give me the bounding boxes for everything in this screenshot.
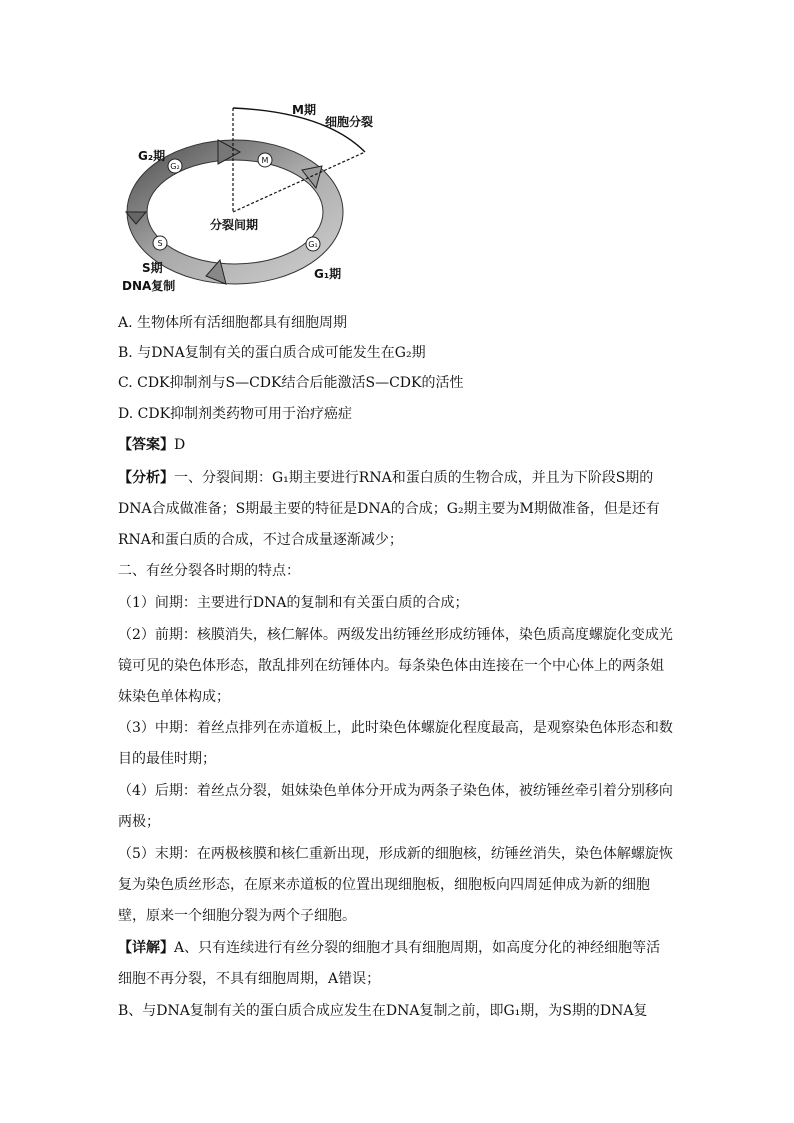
analysis-line-11: （4）后期：着丝点分裂，姐妹染色单体分开成为两条子染色体，被纺锤丝牵引着分别移向 <box>118 783 673 799</box>
option-c: C. CDK抑制剂与S—CDK结合后能激活S—CDK的活性 <box>118 375 464 391</box>
s-badge: S <box>157 239 163 248</box>
analysis-line-3: RNA和蛋白质的合成，不过合成量逐渐减少； <box>118 532 403 548</box>
dna-replication-label: DNA复制 <box>122 279 176 293</box>
cell-division-label: 细胞分裂 <box>325 115 374 129</box>
interphase-label: 分裂间期 <box>210 218 259 232</box>
cell-cycle-diagram <box>110 100 400 300</box>
g2-badge: G₂ <box>170 162 180 171</box>
analysis-line-6: （2）前期：核膜消失，核仁解体。两级发出纺锤丝形成纺锤体，染色质高度螺旋化变成光 <box>118 627 673 643</box>
analysis-line-13: （5）末期：在两极核膜和核仁重新出现，形成新的细胞核，纺锤丝消失，染色体解螺旋恢 <box>118 846 673 862</box>
option-d: D. CDK抑制剂类药物可用于治疗癌症 <box>118 406 353 422</box>
analysis-line-7: 镜可见的染色体形态，散乱排列在纺锤体内。每条染色体由连接在一个中心体上的两条姐 <box>118 658 664 674</box>
answer-value: D <box>174 437 186 453</box>
m-phase-label: M期 <box>292 103 316 117</box>
s-phase-label: S期 <box>142 261 163 275</box>
analysis-line-14: 复为染色质丝形态，在原来赤道板的位置出现细胞板，细胞板向四周延伸成为新的细胞 <box>118 877 650 893</box>
analysis-line-2: DNA合成做准备；S期最主要的特征是DNA的合成；G₂期主要为M期做准备，但是还有 <box>118 501 660 517</box>
g1-phase-label: G₁期 <box>314 267 342 281</box>
detail-line-3: B、与DNA复制有关的蛋白质合成应发生在DNA复制之前，即G₁期，为S期的DNA复 <box>118 1003 648 1019</box>
answer-line <box>118 434 185 454</box>
detail-label: 【详解】 <box>118 940 174 956</box>
cycle-ring <box>137 150 333 274</box>
analysis-line-12: 两极； <box>118 814 160 830</box>
analysis-text-1: 一、分裂间期：G₁期主要进行RNA和蛋白质的生物合成，并且为下阶段S期的 <box>174 470 654 486</box>
detail-line-1 <box>118 937 660 957</box>
analysis-line-8: 妹染色单体构成； <box>118 689 230 705</box>
option-a: A. 生物体所有活细胞都具有细胞周期 <box>118 315 348 331</box>
cell-cycle-svg <box>110 100 400 300</box>
analysis-line-4: 二、有丝分裂各时期的特点： <box>118 563 300 579</box>
analysis-label: 【分析】 <box>118 470 174 486</box>
analysis-line-9: （3）中期：着丝点排列在赤道板上，此时染色体螺旋化程度最高，是观察染色体形态和数 <box>118 720 673 736</box>
analysis-line-5: （1）间期：主要进行DNA的复制和有关蛋白质的合成； <box>118 595 469 611</box>
m-badge: M <box>261 156 269 165</box>
analysis-line-15: 壁，原来一个细胞分裂为两个子细胞。 <box>118 908 356 924</box>
detail-text-1: A、只有连续进行有丝分裂的细胞才具有细胞周期，如高度分化的神经细胞等活 <box>174 940 661 956</box>
detail-line-2: 细胞不再分裂，不具有细胞周期，A错误； <box>118 971 381 987</box>
analysis-line-1 <box>118 467 653 487</box>
ring-inner-edge <box>147 160 323 264</box>
option-b: B. 与DNA复制有关的蛋白质合成可能发生在G₂期 <box>118 345 426 361</box>
g2-phase-label: G₂期 <box>138 149 166 163</box>
g1-badge: G₁ <box>308 240 318 249</box>
answer-label: 【答案】 <box>118 437 174 453</box>
analysis-line-10: 目的最佳时期； <box>118 751 216 767</box>
